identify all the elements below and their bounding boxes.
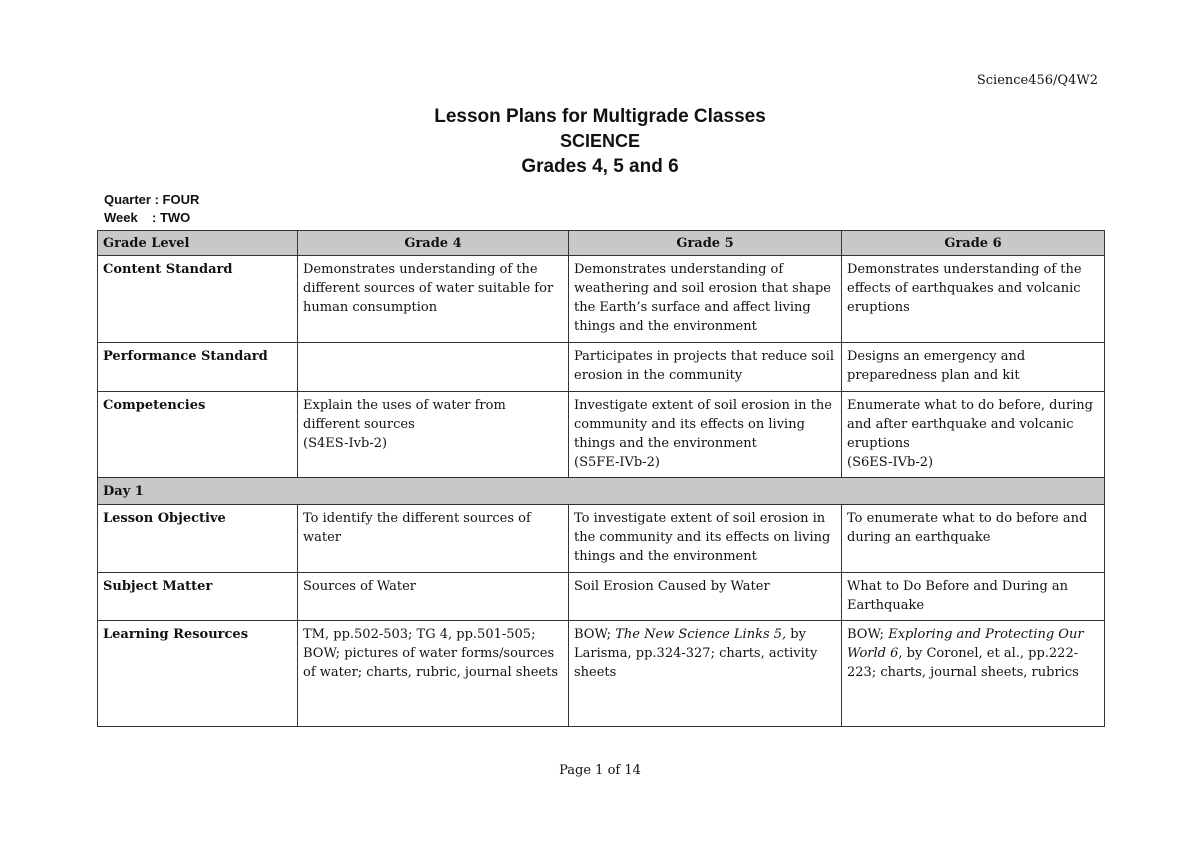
cell-grade-4: To identify the different sources of water [298, 505, 569, 573]
cell-grade-6: Demonstrates understanding of the effects of earthquakes and volcanic eruptions [842, 256, 1105, 343]
title-line-1: Lesson Plans for Multigrade Classes [434, 106, 766, 127]
cell-grade-6 [842, 621, 1105, 727]
competency-code: (S6ES-IVb-2) [847, 455, 934, 470]
cell-grade-4 [298, 343, 569, 392]
lesson-plan-table [97, 230, 1105, 727]
row-label: Competencies [98, 392, 298, 478]
week-row [104, 209, 199, 227]
cell-grade-6: To enumerate what to do before and during an earthquake [842, 505, 1105, 573]
competency-text: Investigate extent of soil erosion in the community and its effects on living things and the environment [574, 398, 832, 451]
table-row-competencies [98, 392, 1105, 478]
row-label: Content Standard [98, 256, 298, 343]
quarter-value: FOUR [162, 192, 200, 207]
cell-grade-5: Demonstrates understanding of weathering and soil erosion that shape the Earth’s surface and affect living things and the environment [569, 256, 842, 343]
quarter-label: Quarter : [104, 192, 159, 207]
week-value: : TWO [152, 210, 191, 225]
cell-grade-5: Soil Erosion Caused by Water [569, 573, 842, 621]
book-title: The New Science Links 5, [615, 627, 787, 642]
resource-text: BOW; [574, 627, 616, 642]
quarter-row [104, 191, 199, 209]
cell-grade-5: Participates in projects that reduce soil erosion in the community [569, 343, 842, 392]
competency-code: (S4ES-Ivb-2) [303, 436, 388, 451]
table-row-subject-matter [98, 573, 1105, 621]
competency-text: Enumerate what to do before, during and after earthquake and volcanic eruptions [847, 398, 1093, 451]
header-grade-4: Grade 4 [298, 231, 569, 256]
cell-grade-6 [842, 392, 1105, 478]
cell-grade-4: Sources of Water [298, 573, 569, 621]
header-grade-6: Grade 6 [842, 231, 1105, 256]
competency-code: (S5FE-IVb-2) [574, 455, 660, 470]
cell-grade-5 [569, 392, 842, 478]
resource-text: by Larisma, pp.324-327; charts, activity sheets [574, 627, 818, 680]
cell-grade-6: Designs an emergency and preparedness plan and kit [842, 343, 1105, 392]
table-row-performance-standard [98, 343, 1105, 392]
row-label: Lesson Objective [98, 505, 298, 573]
title-line-3: Grades 4, 5 and 6 [521, 156, 679, 177]
resource-text: BOW; [847, 627, 889, 642]
document-title [0, 104, 1200, 179]
cell-grade-4: Demonstrates understanding of the different sources of water suitable for human consumption [298, 256, 569, 343]
cell-grade-4 [298, 392, 569, 478]
book-title: Exploring and Protecting Our World 6 [847, 627, 1084, 661]
competency-text: Explain the uses of water from different sources [303, 398, 506, 432]
table-row-learning-resources [98, 621, 1105, 727]
row-label: Performance Standard [98, 343, 298, 392]
cell-grade-6: What to Do Before and During an Earthquake [842, 573, 1105, 621]
document-code: Science456/Q4W2 [976, 73, 1098, 88]
header-grade-5: Grade 5 [569, 231, 842, 256]
quarter-week-info [104, 191, 199, 227]
week-label: Week [104, 210, 138, 225]
page-number: Page 1 of 14 [559, 763, 641, 778]
table-row-lesson-objective [98, 505, 1105, 573]
row-label: Subject Matter [98, 573, 298, 621]
table-header-row [98, 231, 1105, 256]
title-line-2: SCIENCE [559, 131, 640, 151]
row-label: Learning Resources [98, 621, 298, 727]
header-grade-level: Grade Level [98, 231, 298, 256]
day-label: Day 1 [98, 478, 1105, 505]
cell-grade-5: To investigate extent of soil erosion in the community and its effects on living things and the environment [569, 505, 842, 573]
cell-grade-5 [569, 621, 842, 727]
table-row-day [98, 478, 1105, 505]
table-row-content-standard [98, 256, 1105, 343]
cell-grade-4: TM, pp.502-503; TG 4, pp.501-505; BOW; pictures of water forms/sources of water; charts, rubric, journal sheets [298, 621, 569, 727]
resource-text: , by Coronel, et al., pp.222-223; charts, journal sheets, rubrics [847, 646, 1079, 680]
